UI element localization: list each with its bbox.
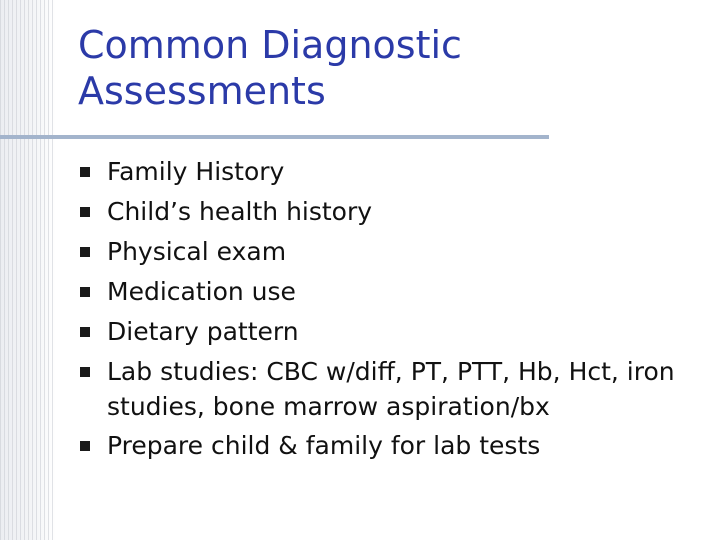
list-item — [80, 428, 710, 464]
square-bullet-icon — [80, 327, 90, 337]
title-underline-rule — [0, 135, 549, 139]
list-item — [80, 354, 710, 424]
square-bullet-icon — [80, 207, 90, 217]
bullet-text: Family History — [107, 157, 285, 186]
bullet-text: Physical exam — [107, 237, 287, 266]
square-bullet-icon — [80, 441, 90, 451]
decorative-stripe-panel — [0, 0, 56, 540]
bullet-list — [80, 154, 710, 468]
list-item — [80, 234, 710, 270]
bullet-text: Lab studies: CBC w/diff, PT, PTT, Hb, Hct, iron studies, bone marrow aspiration/bx — [107, 357, 675, 421]
slide-title: Common Diagnostic Assessments — [78, 23, 462, 113]
bullet-text: Dietary pattern — [107, 317, 299, 346]
square-bullet-icon — [80, 167, 90, 177]
square-bullet-icon — [80, 287, 90, 297]
list-item — [80, 194, 710, 230]
bullet-text: Medication use — [107, 277, 296, 306]
square-bullet-icon — [80, 247, 90, 257]
bullet-text: Child’s health history — [107, 197, 373, 226]
list-item — [80, 314, 710, 350]
list-item — [80, 154, 710, 190]
list-item — [80, 274, 710, 310]
square-bullet-icon — [80, 367, 90, 377]
bullet-text: Prepare child & family for lab tests — [107, 431, 541, 460]
